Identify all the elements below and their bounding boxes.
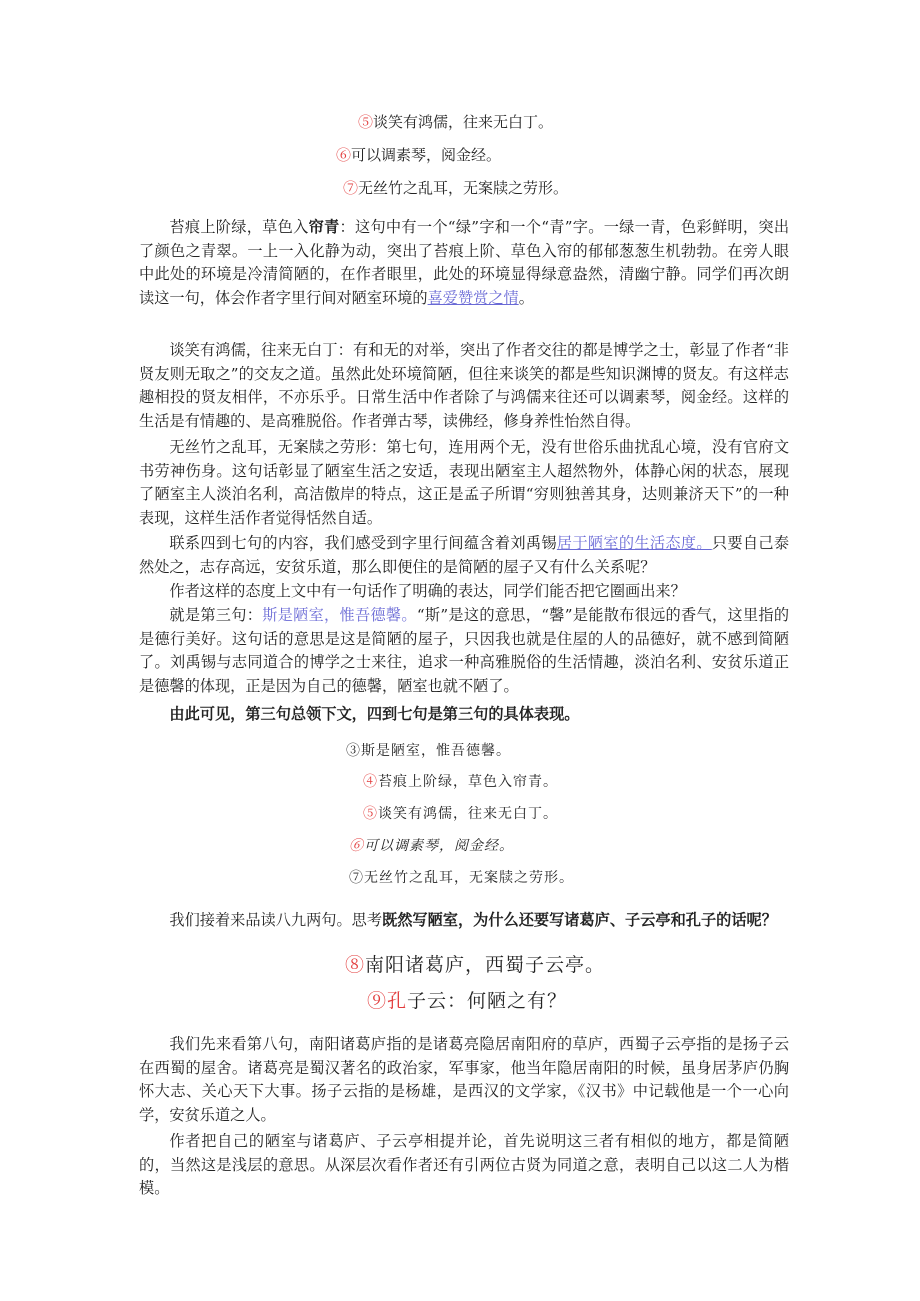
line-text: 无丝竹之乱耳，无案牍之劳形。 — [364, 870, 574, 886]
paragraph-1 — [139, 216, 789, 310]
paragraph-8-question — [139, 909, 799, 933]
line-red-char: 孔 — [387, 990, 408, 1012]
line-text: 南阳诸葛庐，西蜀子云亭。 — [365, 954, 606, 976]
paragraph-5: 作者这样的态度上文中有一句话作了明确的表达，同学们能否把它圈画出来？ — [169, 582, 686, 600]
paragraph-4 — [139, 532, 789, 579]
p4-end: 只要自己泰然处之，志存高远，安贫乐道，那么即便住的是简陋的屋子又有什么关系呢？ — [139, 534, 790, 576]
line-text: 可以调素琴，阅金经。 — [364, 838, 514, 854]
line-number: ⑨ — [367, 990, 388, 1012]
top-line-5 — [358, 112, 553, 132]
line-number: ④ — [363, 774, 378, 790]
paragraph-2: 谈笑有鸿儒，往来无白丁：有和无的对举，突出了作者交往的都是博学之士，彰显了作者“非贤友则无取之”的交友之道。虽然此处环境简陋，但往来谈笑的都是些知识渊博的贤友。有这样志趣相投的贤友相伴，不亦乐乎。日常生活中作者除了与鸿儒来往还可以调素琴，阅金经。这样的生活是有情趣的、是高雅脱俗。作者弹古琴，读佛经，修身养性怡然自得。 — [139, 341, 789, 430]
big-line-8 — [345, 952, 605, 978]
p1-lead: 苔痕上阶绿，草色入 — [169, 218, 309, 236]
line-text: 谈笑有鸿儒，往来无白丁。 — [373, 113, 554, 131]
p4-lead: 联系四到七句的内容，我们感受到字里行间蕴含着刘禹锡 — [169, 534, 557, 552]
top-line-6 — [336, 145, 501, 165]
line-number: ⑥ — [336, 146, 352, 164]
paragraph-7-conclusion: 由此可见，第三句总领下文，四到七句是第三句的具体表现。 — [169, 705, 580, 723]
line-number: ⑥ — [349, 838, 364, 854]
p6-highlight: 斯是陋室，惟吾德馨。 — [262, 606, 417, 624]
line-text: 子云：何陋之有？ — [407, 990, 568, 1012]
line-number: ⑦ — [343, 179, 359, 197]
paragraph-6 — [139, 604, 789, 698]
p1-highlight: 喜爱赞赏之情 — [427, 288, 519, 307]
line-text: 无丝竹之乱耳，无案牍之劳形。 — [358, 179, 569, 197]
line-text: 谈笑有鸿儒，往来无白丁。 — [378, 806, 558, 822]
big-line-9 — [367, 988, 567, 1014]
top-line-7 — [343, 178, 568, 198]
p8-lead: 我们接着来品读八九两句。思考 — [169, 911, 383, 929]
p8-bold: 既然写陋室，为什么还要写诸葛庐、子云亭和孔子的话呢？ — [382, 911, 777, 929]
line-text: 可以调素琴，阅金经。 — [351, 146, 502, 164]
kai-line-4 — [363, 773, 558, 791]
p6-end: “斯”是这的意思，“馨”是能散布很远的香气，这里指的是德行美好。这句话的意思是这是简陋的屋子，只因我也就是住屋的人的品德好，就不感到简陋了。刘禹锡与志同道合的博学之士来往，追求一种高雅脱俗的生活情趣，淡泊名利、安贫乐道正是德馨的体现，正是因为自己的德馨，陋室也就不陋了。 — [139, 606, 790, 695]
line-number: ③ — [346, 743, 361, 759]
p6-lead: 就是第三句： — [169, 606, 263, 624]
line-number: ⑤ — [363, 806, 378, 822]
paragraph-9: 我们先来看第八句，南阳诸葛庐指的是诸葛亮隐居南阳府的草庐，西蜀子云亭指的是扬子云在西蜀的屋舍。诸葛亮是蜀汉著名的政治家，军事家，他当年隐居南阳的时候，虽身居茅庐仍胸怀大志、关心天下大事。扬子云指的是杨雄，是西汉的文学家，《汉书》中记载他是一个一心向学，安贫乐道之人。 — [139, 1035, 789, 1124]
line-number: ⑧ — [345, 954, 366, 976]
p1-body: ：这句中有一个“绿”字和一个“青”字。一绿一青，色彩鲜明，突出了颜色之青翠。一上一入化静为动，突出了苔痕上阶、草色入帘的郁郁葱葱生机勃勃。在旁人眼中此处的环境是冷清简陋的，在作者眼里，此处的环境显得绿意盎然，清幽宁静。同学们再次朗读这一句，体会作者字里行间对陋室环境的 — [139, 218, 790, 307]
paragraph-10: 作者把自己的陋室与诸葛庐、子云亭相提并论，首先说明这三者有相似的地方，都是简陋的，当然这是浅层的意思。从深层次看作者还有引两位古贤为同道之意，表明自己以这二人为楷模。 — [139, 1132, 789, 1198]
p1-end: 。 — [518, 288, 534, 307]
p4-highlight: 居于陋室的生活态度。 — [556, 534, 712, 552]
kai-line-5 — [363, 805, 558, 823]
p1-bold: 帘青 — [308, 218, 340, 236]
line-text: 苔痕上阶绿，草色入帘青。 — [378, 774, 558, 790]
kai-line-6 — [349, 837, 514, 855]
line-number: ⑤ — [358, 113, 374, 131]
line-text: 斯是陋室，惟吾德馨。 — [361, 743, 511, 759]
paragraph-3: 无丝竹之乱耳，无案牍之劳形：第七句，连用两个无，没有世俗乐曲扰乱心境，没有官府文书劳神伤身。这句话彰显了陋室生活之安适，表现出陋室主人超然物外，体静心闲的状态，展现了陋室主人淡泊名利，高洁傲岸的特点，这正是孟子所谓“穷则独善其身，达则兼济天下”的一种表现，这样生活作者觉得恬然自适。 — [139, 438, 789, 527]
kai-line-3 — [346, 742, 511, 760]
kai-line-7 — [349, 869, 574, 887]
line-number: ⑦ — [349, 870, 364, 886]
